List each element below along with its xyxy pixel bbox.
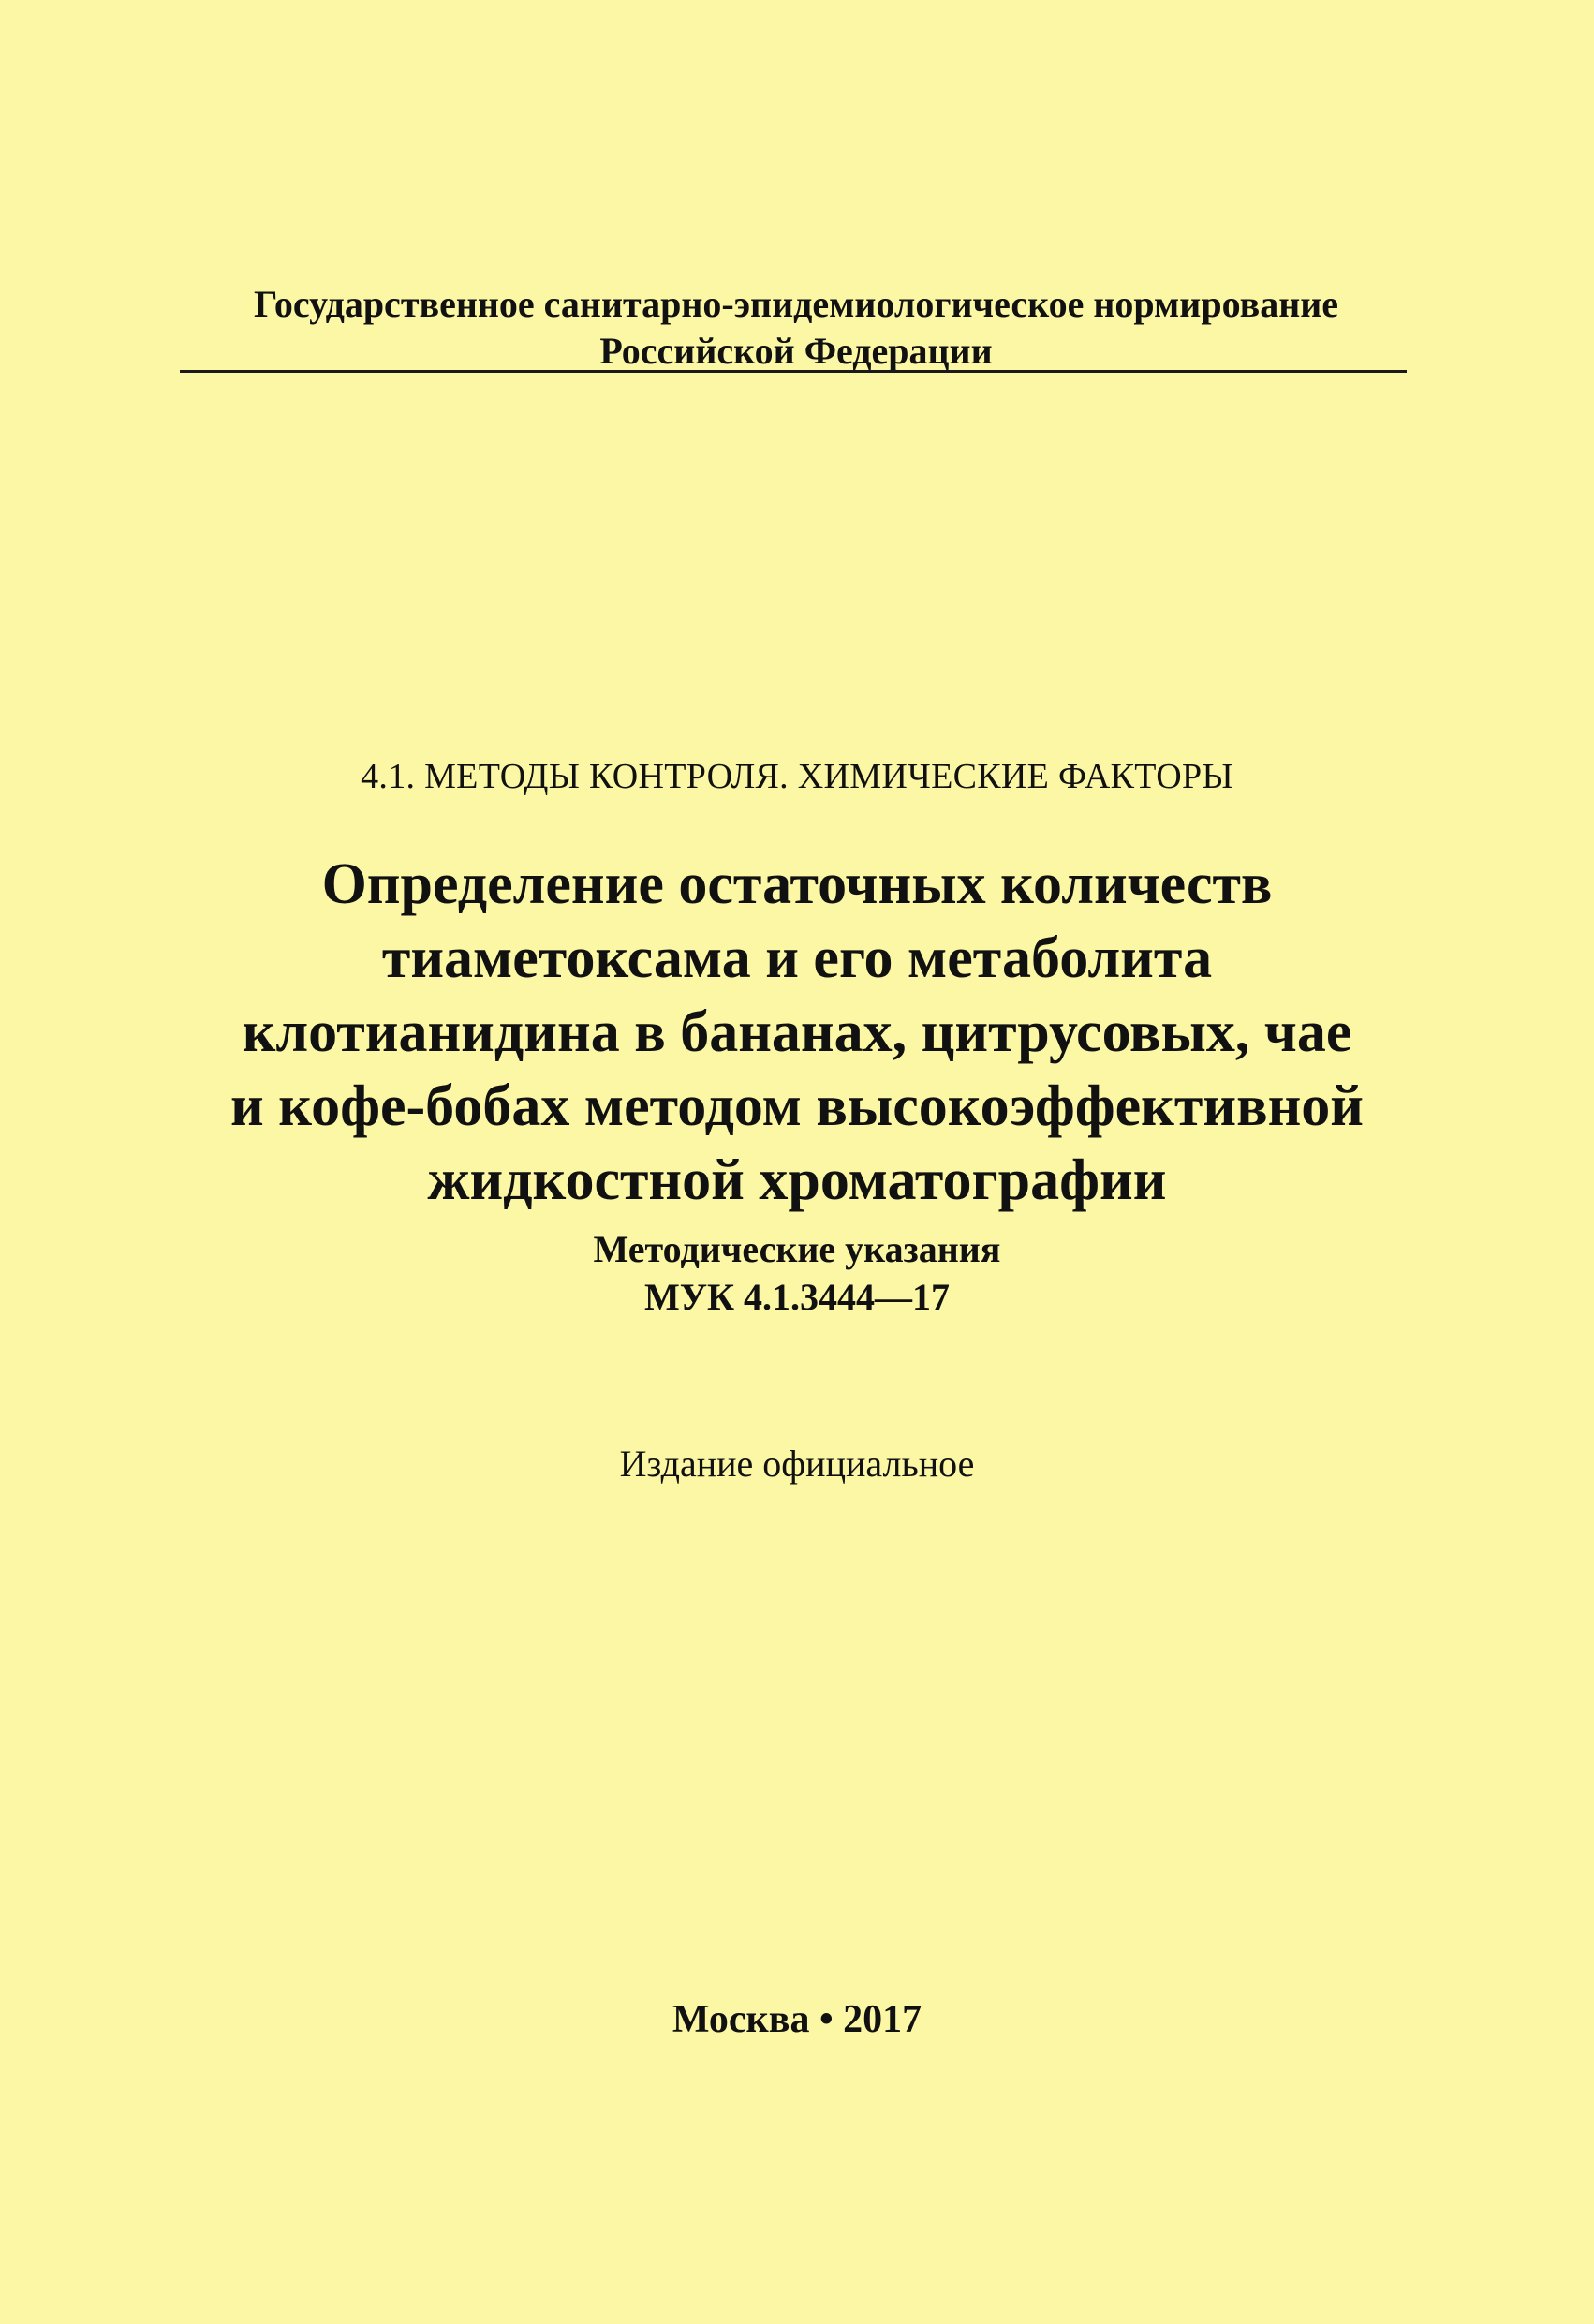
place-and-year: Москва • 2017	[672, 1998, 922, 2041]
issuing-body-header	[178, 281, 1414, 375]
document-type-label: Методические указания	[593, 1228, 1001, 1270]
edition-note: Издание официальное	[619, 1443, 975, 1485]
document-type	[0, 1225, 1594, 1321]
title-line: жидкостной хроматографии	[427, 1148, 1167, 1212]
document-title	[140, 848, 1454, 1218]
section-heading: 4.1. МЕТОДЫ КОНТРОЛЯ. ХИМИЧЕСКИЕ ФАКТОРЫ	[361, 757, 1233, 796]
title-line: и кофе-бобах методом высокоэффективной	[229, 1074, 1365, 1138]
title-line: тиаметоксама и его метаболита	[381, 926, 1213, 990]
document-code: МУК 4.1.3444—17	[643, 1276, 951, 1318]
header-line-1: Государственное санитарно-эпидемиологическое нормирование	[253, 283, 1339, 325]
title-line: Определение остаточных количеств	[321, 852, 1273, 916]
header-divider	[180, 370, 1407, 373]
header-line-2: Российской Федерации	[599, 330, 993, 372]
title-line: клотианидина в бананах, цитрусовых, чае	[242, 1000, 1352, 1064]
